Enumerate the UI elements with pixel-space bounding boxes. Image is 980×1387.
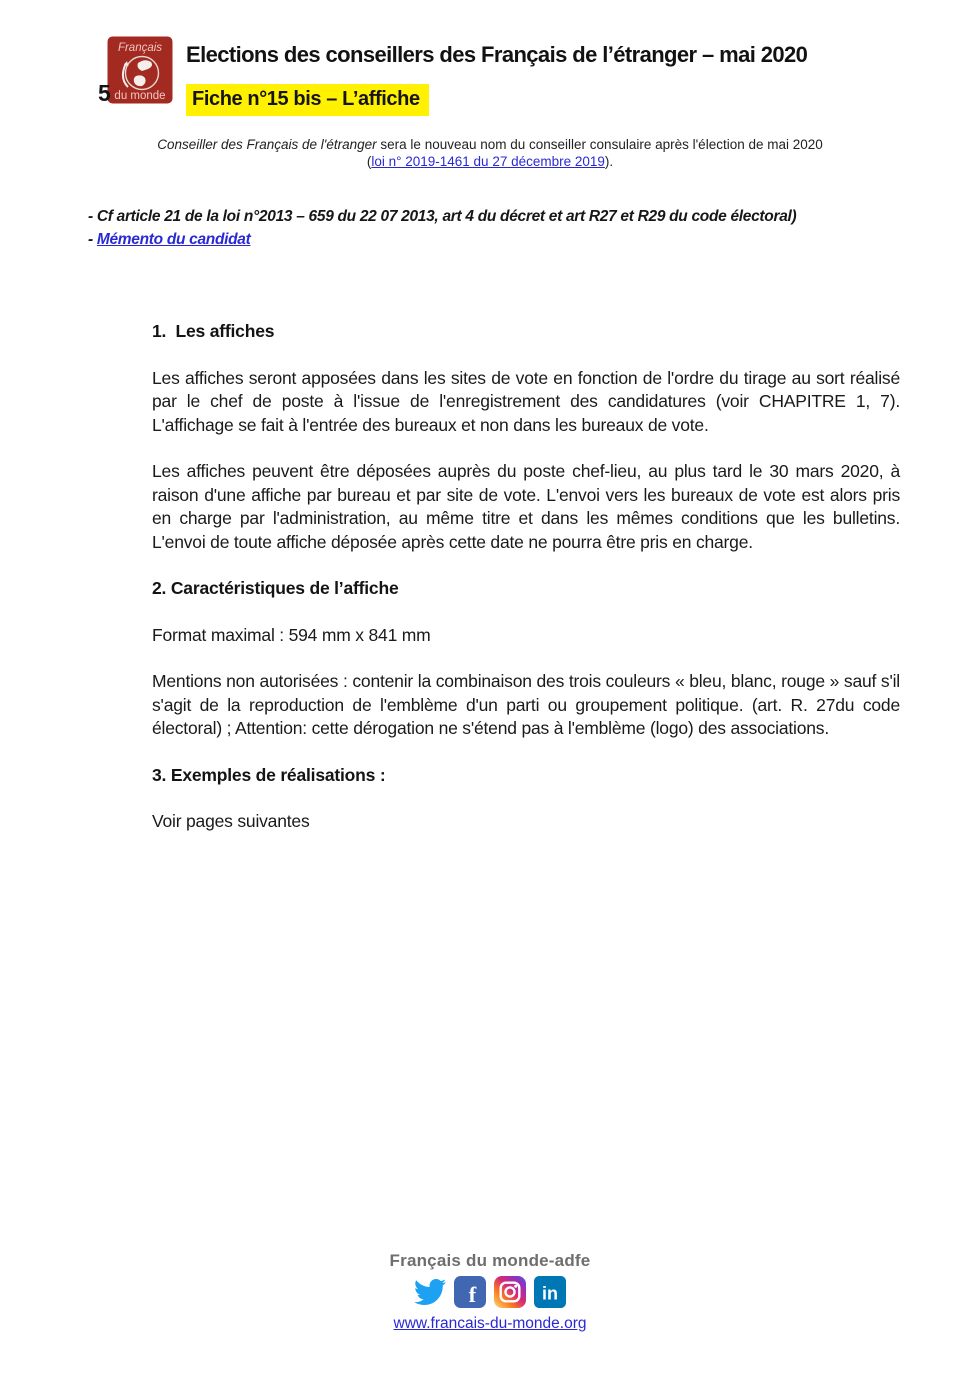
globe-logo-graphic <box>107 36 173 104</box>
footer-brand-name: Français du monde-adfe <box>389 1251 591 1270</box>
note-paren-close: ). <box>604 154 614 169</box>
note-line2 <box>367 154 613 169</box>
section-1-paragraph-2: Les affiches peuvent être déposées auprès du poste chef-lieu, au plus tard le 30 mars 2020, à raison d'une affiche par bureau et par site de vote. L'envoi vers les bureaux de vote est alors pris en charge par l'administration, au même titre et dans les mêmes conditions que les bulletins. L'envoi de toute affiche déposée après cette date ne pourra être pris en charge. <box>152 461 900 552</box>
reference-line2 <box>88 231 251 248</box>
section-2-heading: 2. Caractéristiques de l’affiche <box>152 578 399 598</box>
reference-line1: - Cf article 21 de la loi n°2013 – 659 du 22 07 2013, art 4 du décret et art R27 et R29 du code électoral) <box>88 208 797 225</box>
main-content <box>152 320 900 857</box>
instagram-icon[interactable] <box>494 1276 526 1308</box>
note-line1 <box>157 137 823 152</box>
logo-text-bottom: du monde <box>114 90 166 102</box>
section-3-paragraph-1: Voir pages suivantes <box>152 811 310 831</box>
section-2-paragraph-1: Mentions non autorisées : contenir la combinaison des trois couleurs « bleu, blanc, rouge » sauf s'il s'agit de la reproduction de l'emblème d'un parti ou groupement politique. (art. R. 27du code électoral) ; Attention: cette dérogation ne s'étend pas à l'emblème (logo) des associations. <box>152 671 900 738</box>
twitter-icon[interactable] <box>414 1276 446 1308</box>
note-italic-part: Conseiller des Français de l'étranger <box>157 137 377 152</box>
note-regular-part: sera le nouveau nom du conseiller consulaire après l'élection de mai 2020 <box>376 137 823 152</box>
logo-text-top: Français <box>117 42 163 54</box>
section-1-paragraph-1: Les affiches seront apposées dans les sites de vote en fonction de l'ordre du tirage au sort réalisé par le chef de poste à l'issue de l'enregistrement des candidatures (voir CHAPITRE 1, 7). L'affichage se fait à l'entrée des bureaux et non dans les bureaux de vote. <box>152 367 900 435</box>
fiche-subtitle-highlight: Fiche n°15 bis – L’affiche <box>186 84 429 116</box>
legal-references <box>88 205 796 251</box>
facebook-icon[interactable] <box>454 1276 486 1308</box>
section-1-heading: 1. Les affiches <box>152 321 275 341</box>
francais-du-monde-logo <box>107 36 173 104</box>
svg-text:in: in <box>542 1283 558 1304</box>
section-3-heading: 3. Exemples de réalisations : <box>152 764 386 785</box>
footer <box>0 1251 980 1333</box>
svg-text:f: f <box>468 1282 477 1307</box>
format-maximal-line: Format maximal : 594 mm x 841 mm <box>152 624 431 645</box>
header-note <box>0 136 980 170</box>
note-paren-open: ( <box>366 154 372 169</box>
page-number: 5 <box>98 80 111 106</box>
linkedin-icon[interactable] <box>534 1276 566 1308</box>
social-icons-row <box>0 1276 980 1308</box>
memento-candidat-link[interactable]: Mémento du candidat <box>96 231 251 248</box>
reference-dash: - <box>88 231 97 248</box>
document-title: Elections des conseillers des Français de l’étranger – mai 2020 <box>186 42 808 67</box>
website-link[interactable]: www.francais-du-monde.org <box>393 1315 587 1332</box>
loi-2019-link[interactable]: loi n° 2019-1461 du 27 décembre 2019 <box>371 154 605 169</box>
